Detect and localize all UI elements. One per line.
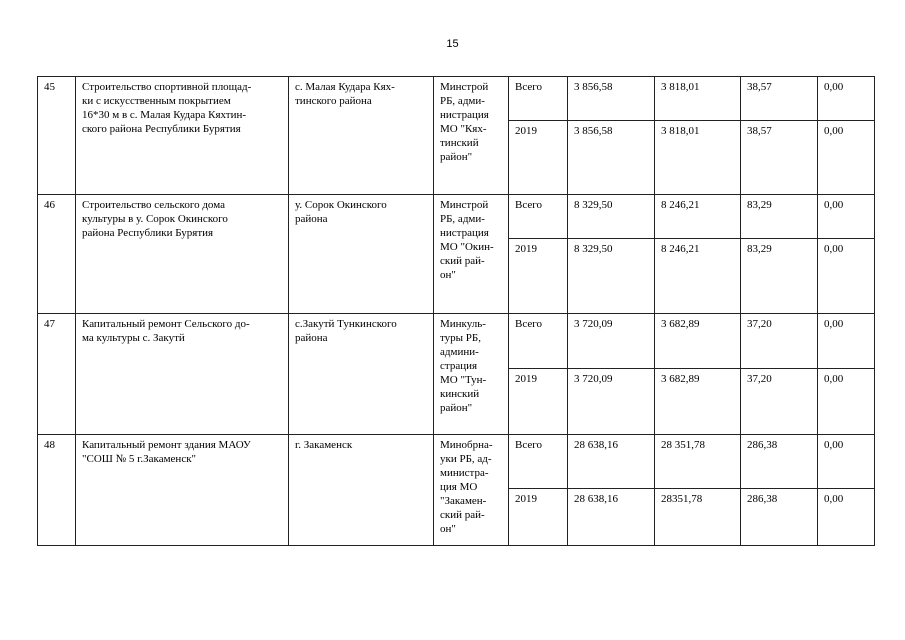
period-cell: 2019: [509, 239, 568, 314]
regional-cell: 286,38: [741, 435, 818, 489]
regional-cell: 83,29: [741, 195, 818, 239]
table-row: [38, 314, 875, 369]
period-cell: Всего: [509, 314, 568, 369]
total-cell: 28 638,16: [568, 435, 655, 489]
total-cell: 3 720,09: [568, 369, 655, 435]
total-cell: 28 638,16: [568, 489, 655, 546]
page-number: 15: [446, 38, 459, 50]
total-cell: 8 329,50: [568, 195, 655, 239]
regional-cell: 37,20: [741, 314, 818, 369]
period-cell: Всего: [509, 195, 568, 239]
object-location: с. Малая Кудара Кях- тинского района: [289, 77, 434, 195]
row-number: 46: [38, 195, 76, 314]
object-location: у. Сорок Окинского района: [289, 195, 434, 314]
object-location: с.Закутй Тункинского района: [289, 314, 434, 435]
other-cell: 0,00: [818, 121, 875, 195]
federal-cell: 3 682,89: [655, 314, 741, 369]
total-cell: 8 329,50: [568, 239, 655, 314]
period-cell: Всего: [509, 435, 568, 489]
other-cell: 0,00: [818, 435, 875, 489]
object-name: Строительство сельского дома культуры в у. Сорок Окинского района Республики Бурятия: [76, 195, 289, 314]
object-customer: Минкуль- туры РБ, админи- страция МО "Тун- кинский район": [434, 314, 509, 435]
other-cell: 0,00: [818, 314, 875, 369]
table-row: [38, 435, 875, 489]
object-name: Капитальный ремонт здания МАОУ "СОШ № 5 г.Закаменск": [76, 435, 289, 546]
regional-cell: 38,57: [741, 121, 818, 195]
regional-cell: 38,57: [741, 77, 818, 121]
object-name: Строительство спортивной площад- ки с искусственным покрытием 16*30 м в с. Малая Кудара Кяхтин- ского района Республики Бурятия: [76, 77, 289, 195]
other-cell: 0,00: [818, 369, 875, 435]
federal-cell: 3 818,01: [655, 77, 741, 121]
regional-cell: 83,29: [741, 239, 818, 314]
federal-cell: 8 246,21: [655, 239, 741, 314]
federal-cell: 28351,78: [655, 489, 741, 546]
period-cell: Всего: [509, 77, 568, 121]
object-customer: Минстрой РБ, адми- нистрация МО "Окин- ский рай- он": [434, 195, 509, 314]
row-number: 47: [38, 314, 76, 435]
other-cell: 0,00: [818, 489, 875, 546]
objects-table: [37, 76, 875, 546]
period-cell: 2019: [509, 121, 568, 195]
federal-cell: 3 682,89: [655, 369, 741, 435]
period-cell: 2019: [509, 489, 568, 546]
table-row: [38, 77, 875, 121]
object-customer: Минобрна- уки РБ, ад- министра- ция МО "Закамен- ский рай- он": [434, 435, 509, 546]
federal-cell: 8 246,21: [655, 195, 741, 239]
other-cell: 0,00: [818, 195, 875, 239]
row-number: 48: [38, 435, 76, 546]
federal-cell: 28 351,78: [655, 435, 741, 489]
total-cell: 3 856,58: [568, 121, 655, 195]
table-row: [38, 195, 875, 239]
period-cell: 2019: [509, 369, 568, 435]
object-customer: Минстрой РБ, адми- нистрация МО "Кях- тинский район": [434, 77, 509, 195]
total-cell: 3 856,58: [568, 77, 655, 121]
other-cell: 0,00: [818, 239, 875, 314]
other-cell: 0,00: [818, 77, 875, 121]
object-name: Капитальный ремонт Сельского до- ма культуры с. Закутй: [76, 314, 289, 435]
regional-cell: 286,38: [741, 489, 818, 546]
object-location: г. Закаменск: [289, 435, 434, 546]
total-cell: 3 720,09: [568, 314, 655, 369]
federal-cell: 3 818,01: [655, 121, 741, 195]
row-number: 45: [38, 77, 76, 195]
regional-cell: 37,20: [741, 369, 818, 435]
